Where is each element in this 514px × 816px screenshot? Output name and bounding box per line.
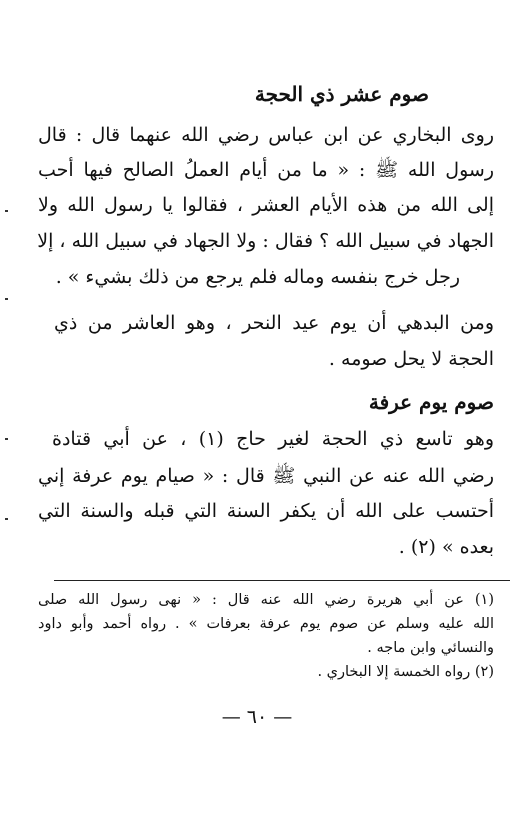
footnote-line: والنسائي وابن ماجه .	[367, 640, 494, 656]
margin-mark	[5, 438, 8, 440]
text-line: رسول الله ﷺ : « ما من أيام العملُ الصالح فيها أحب	[38, 159, 494, 181]
footnote-line: الله عليه وسلم عن صوم يوم عرفة بعرفات » . رواه أحمد وأبو داود	[38, 616, 494, 632]
text-line: رجل خرج بنفسه وماله فلم يرجع من ذلك بشيء » .	[55, 266, 460, 288]
margin-mark	[5, 210, 8, 212]
text-line: إلى الله من هذه الأيام العشر ، فقالوا يا رسول الله ولا	[38, 194, 494, 216]
text-line: وهو تاسع ذي الحجة لغير حاج (١) ، عن أبي قتادة	[52, 428, 494, 450]
text-line: روى البخاري عن ابن عباس رضي الله عنهما قال : قال	[38, 124, 494, 146]
footnote-line: (١) عن أبي هريرة رضي الله عنه قال : « نهى رسول الله صلى	[38, 592, 494, 608]
text-line: الحجة لا يحل صومه .	[328, 348, 494, 370]
margin-mark	[5, 298, 8, 300]
text-line: ومن البدهي أن يوم عيد النحر ، وهو العاشر من ذي	[54, 312, 494, 334]
section-title-dhul-hijjah-fasting: صوم عشر ذي الحجة	[254, 82, 429, 106]
footnote-separator	[54, 580, 510, 581]
text-line: الجهاد في سبيل الله ؟ فقال : ولا الجهاد في سبيل الله ، إلا	[37, 230, 494, 252]
footnote-line: (٢) رواه الخمسة إلا البخاري .	[317, 664, 494, 680]
text-line: أحتسب على الله أن يكفر السنة التي قبله والسنة التي	[38, 500, 494, 522]
section-title-arafah-fasting: صوم يوم عرفة	[368, 390, 494, 414]
text-line: رضي الله عنه عن النبي ﷺ قال : « صيام يوم عرفة إني	[38, 465, 494, 487]
page-number: — ٦٠ —	[221, 706, 293, 728]
text-line: بعده » (٢) .	[398, 536, 494, 558]
margin-mark	[5, 518, 8, 520]
